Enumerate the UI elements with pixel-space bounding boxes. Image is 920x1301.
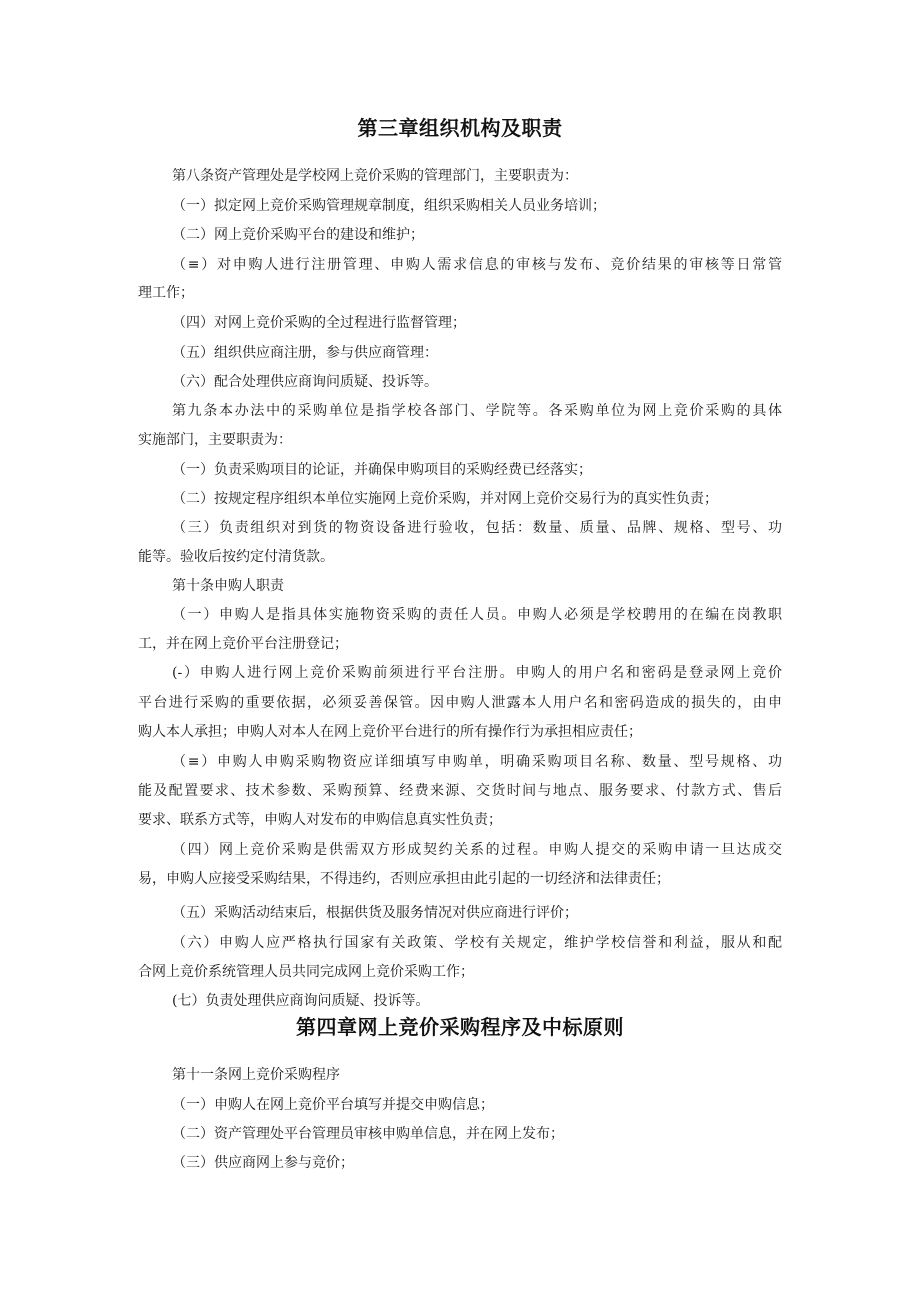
chapter-3-title: 第三章组织机构及职责: [357, 116, 563, 140]
article-10-item-4-line-2: 易，申购人应接受采购结果，不得违约，否则应承担由此引起的一切经济和法律责任；: [138, 871, 670, 887]
article-10-item-2-line-1: (-）申购人进行网上竞价采购前须进行平台注册。申购人的用户名和密码是登录网上竞价: [172, 665, 782, 681]
article-10-item-5: （五）采购活动结束后，根据供货及服务情况对供应商进行评价；: [172, 905, 578, 921]
article-11-item-2: （二）资产管理处平台管理员审核申购单信息，并在网上发布；: [172, 1126, 564, 1142]
article-11-item-3: （三）供应商网上参与竞价；: [172, 1155, 354, 1171]
article-10-item-6-line-2: 合网上竞价系统管理人员共同完成网上竞价采购工作；: [138, 964, 474, 980]
article-10-item-1-line-1: （一）申购人是指具体实施物资采购的责任人员。申购人必须是学校聘用的在编在岗教职: [172, 607, 782, 623]
article-8-item-5: （五）组织供应商注册，参与供应商管理：: [172, 345, 438, 361]
article-8-intro: 第八条资产管理处是学校网上竞价采购的管理部门，主要职责为：: [172, 168, 578, 184]
article-8-item-2: （二）网上竞价采购平台的建设和维护；: [172, 227, 424, 243]
article-10-item-3-line-3: 要求、联系方式等，申购人对发布的申购信息真实性负责；: [138, 812, 502, 828]
article-9-item-3-line-2: 能等。验收后按约定付清货款。: [138, 549, 334, 565]
article-8-item-4: （四）对网上竞价采购的全过程进行监督管理；: [172, 315, 466, 331]
article-8-item-3-line-2: 理工作；: [138, 285, 194, 301]
article-11-item-1: （一）申购人在网上竞价平台填写并提交申购信息；: [172, 1097, 494, 1113]
article-9-item-3-line-1: （三）负责组织对到货的物资设备进行验收，包括：数量、质量、品牌、规格、型号、功: [172, 520, 782, 536]
article-8-item-6: （六）配合处理供应商询问质疑、投诉等。: [172, 374, 438, 390]
article-8-item-1: （一）拟定网上竞价采购管理规章制度，组织采购相关人员业务培训；: [172, 198, 606, 214]
article-9-item-1: （一）负责采购项目的论证，并确保申购项目的采购经费已经落实；: [172, 462, 592, 478]
article-10-intro: 第十条申购人职责: [172, 578, 284, 594]
article-10-item-2-line-3: 购人本人承担；申购人对本人在网上竞价平台进行的所有操作行为承担相应责任；: [138, 724, 642, 740]
article-10-item-6-line-1: （六）申购人应严格执行国家有关政策、学校有关规定，维护学校信誉和利益，服从和配: [172, 935, 782, 951]
article-10-item-3-line-1: （≡）申购人申购采购物资应详细填写申购单，明确采购项目名称、数量、型号规格、功: [172, 754, 782, 770]
article-10-item-2-line-2: 平台进行采购的重要依据，必须妥善保管。因申购人泄露本人用户名和密码造成的损失的，由申: [138, 695, 782, 711]
article-8-item-3-line-1: （≡）对申购人进行注册管理、申购人需求信息的审核与发布、竞价结果的审核等日常管: [172, 257, 782, 273]
article-10-item-7: (七）负责处理供应商询问质疑、投诉等。: [172, 993, 430, 1009]
article-10-item-3-line-2: 能及配置要求、技术参数、采购预算、经费来源、交货时间与地点、服务要求、付款方式、售后: [138, 783, 782, 799]
article-10-item-4-line-1: （四）网上竞价采购是供需双方形成契约关系的过程。申购人提交的采购申请一旦达成交: [172, 842, 782, 858]
article-9-intro-line-2: 实施部门，主要职责为：: [138, 432, 292, 448]
article-11-intro: 第十一条网上竞价采购程序: [172, 1067, 340, 1083]
article-9-item-2: （二）按规定程序组织本单位实施网上竞价采购，并对网上竞价交易行为的真实性负责；: [172, 491, 718, 507]
article-10-item-1-line-2: 工，并在网上竞价平台注册登记；: [138, 636, 348, 652]
article-9-intro-line-1: 第九条本办法中的采购单位是指学校各部门、学院等。各采购单位为网上竞价采购的具体: [172, 403, 782, 419]
chapter-4-title: 第四章网上竞价采购程序及中标原则: [296, 1015, 624, 1039]
